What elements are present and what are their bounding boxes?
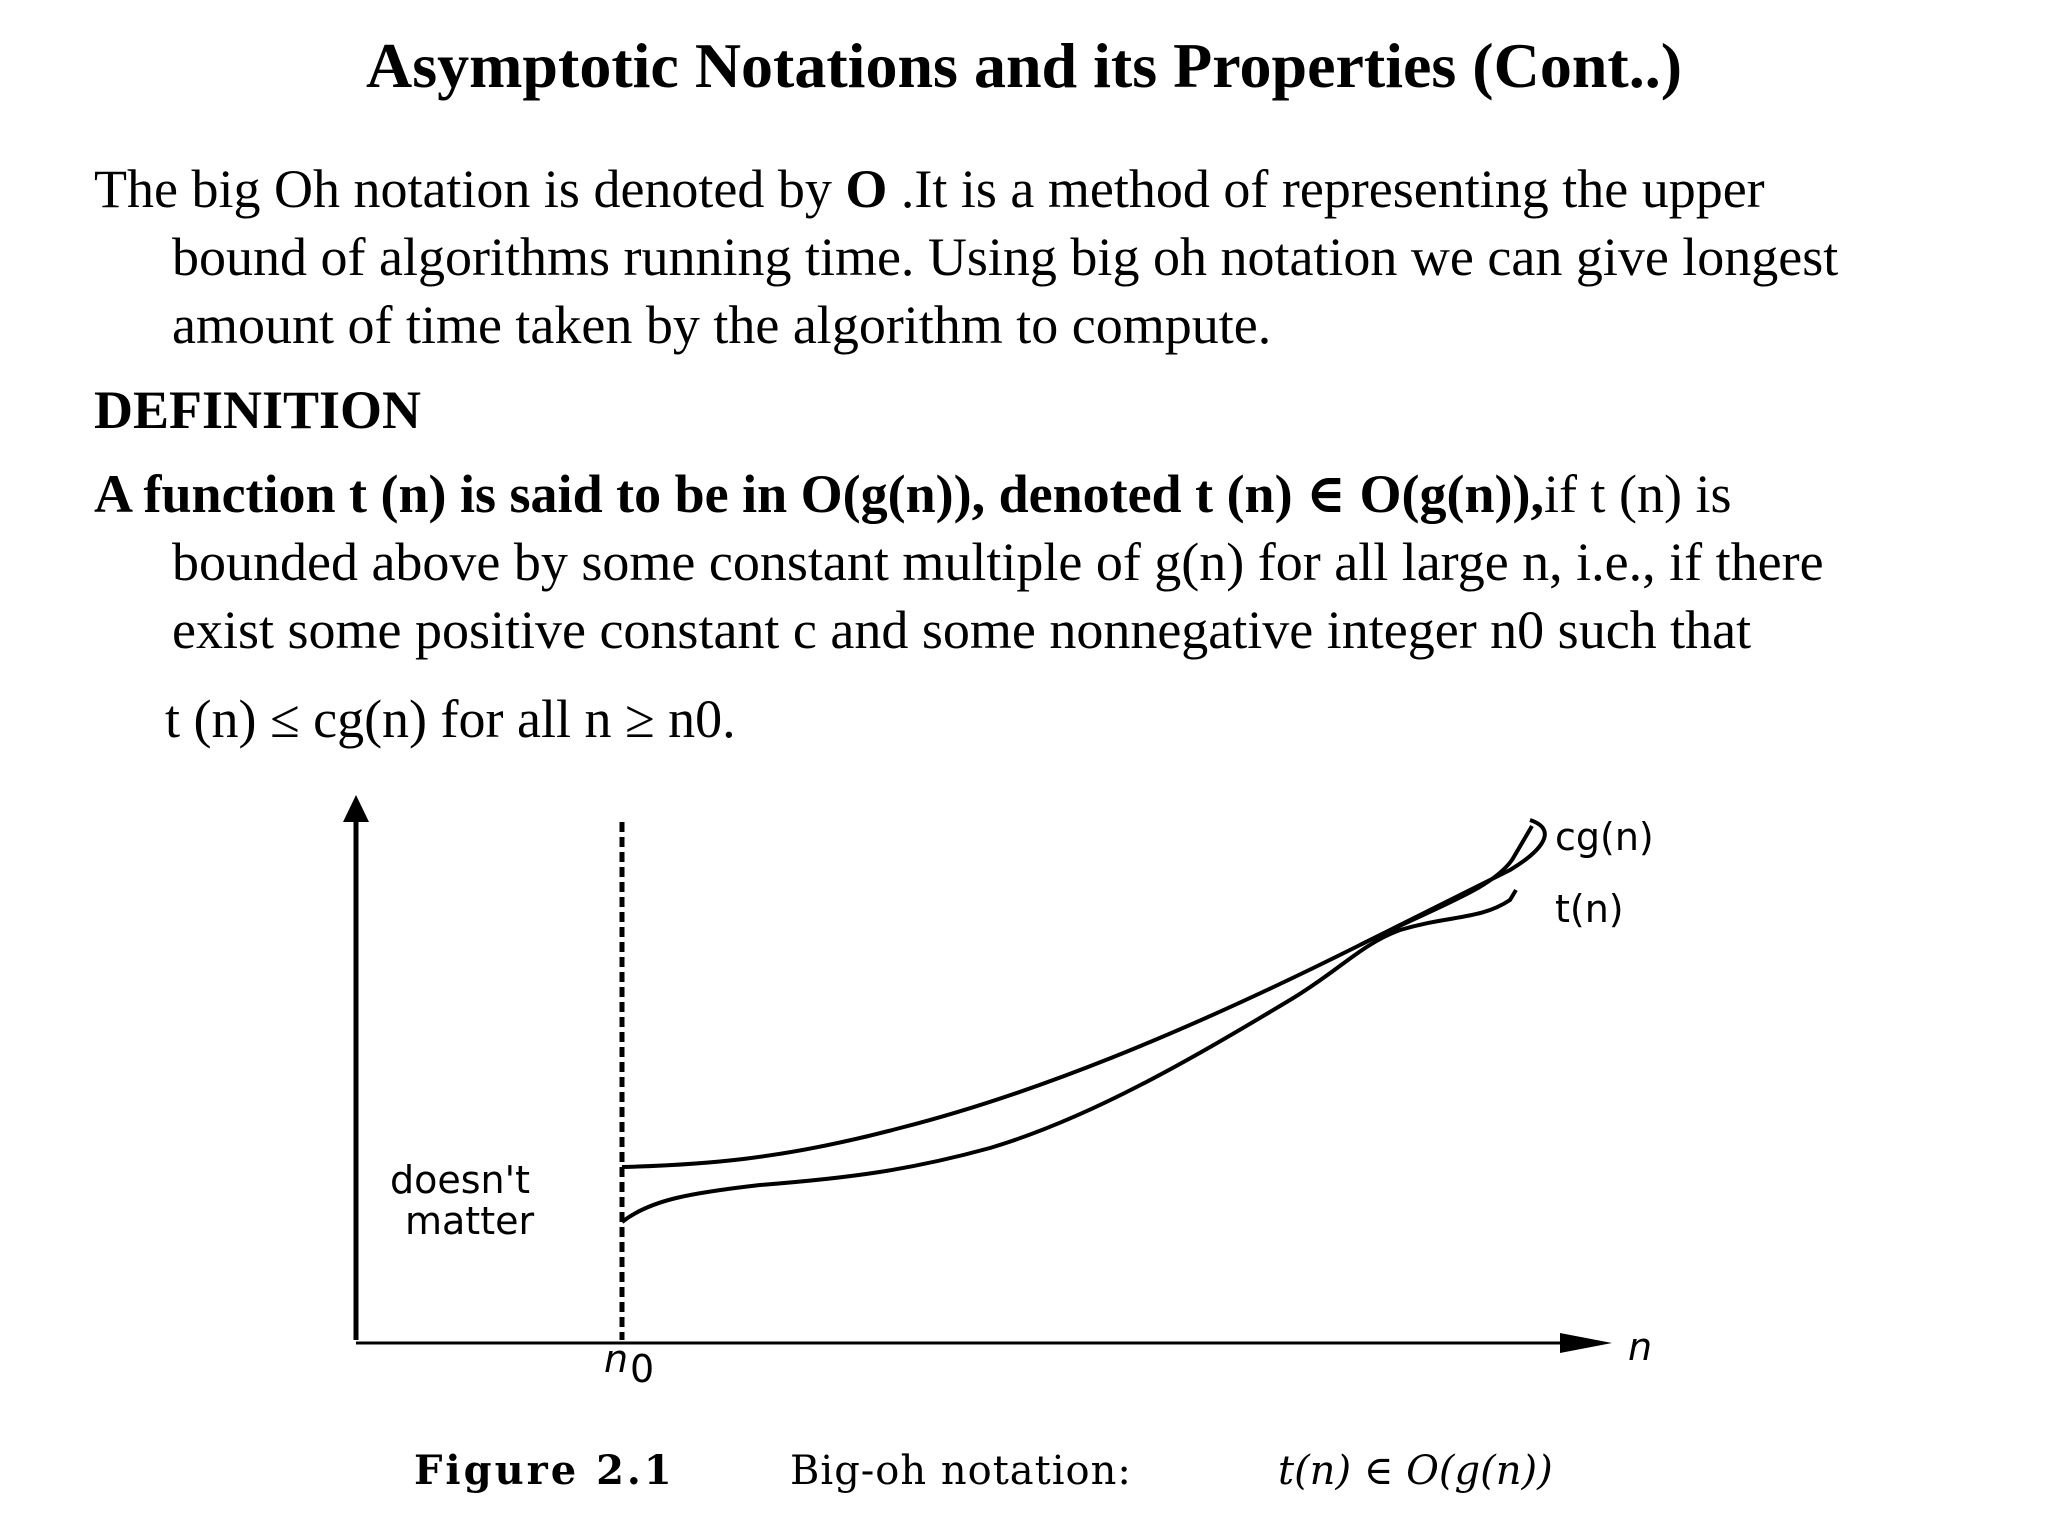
figure-caption-text: Big-oh notation:	[790, 1448, 1132, 1494]
intro-line-1	[94, 155, 1994, 223]
intro-line-2: bound of algorithms running time. Using big oh notation we can give longest	[172, 227, 1839, 287]
definition-line-1-normal: if t (n) is	[1544, 464, 1732, 524]
big-oh-symbol: O	[845, 159, 888, 219]
region-label-line-1: doesn't	[390, 1158, 530, 1202]
x-axis-arrowhead	[1560, 1333, 1612, 1353]
intro-line-1-suffix: .It is a method of representing the upper	[887, 159, 1765, 219]
t-curve	[622, 890, 1516, 1222]
intro-paragraph	[94, 155, 1994, 359]
region-label-line-2: matter	[405, 1199, 535, 1243]
definition-line-1	[94, 460, 1994, 528]
x-axis-label: n	[1628, 1325, 1653, 1369]
figure-caption-formula: t(n) ∈ O(g(n))	[1278, 1448, 1553, 1494]
definition-line-1-bold: A function t (n) is said to be in O(g(n)), denoted t (n) ∈ O(g(n)),	[94, 464, 1545, 524]
figure-caption-number: Figure 2.1	[414, 1447, 675, 1494]
n0-subscript: 0	[630, 1347, 655, 1391]
definition-heading: DEFINITION	[94, 380, 422, 440]
y-axis-arrowhead	[343, 795, 369, 822]
inequality-statement: t (n) ≤ cg(n) for all n ≥ n0.	[165, 689, 736, 749]
cg-curve	[622, 820, 1545, 1167]
t-label: t(n)	[1555, 887, 1624, 931]
intro-line-1-prefix: The big Oh notation is denoted by	[94, 159, 846, 219]
intro-line-3: amount of time taken by the algorithm to compute.	[172, 295, 1272, 355]
cg-curve-tail	[1360, 826, 1532, 945]
definition-line-2: bounded above by some constant multiple of g(n) for all large n, i.e., if there	[172, 532, 1824, 592]
slide-title: Asymptotic Notations and its Properties (Cont..)	[365, 30, 1683, 101]
cg-label: cg(n)	[1555, 815, 1654, 859]
definition-paragraph	[94, 460, 1994, 664]
n0-label: n	[604, 1337, 629, 1381]
definition-line-3: exist some positive constant c and some nonnegative integer n0 such that	[172, 600, 1752, 660]
